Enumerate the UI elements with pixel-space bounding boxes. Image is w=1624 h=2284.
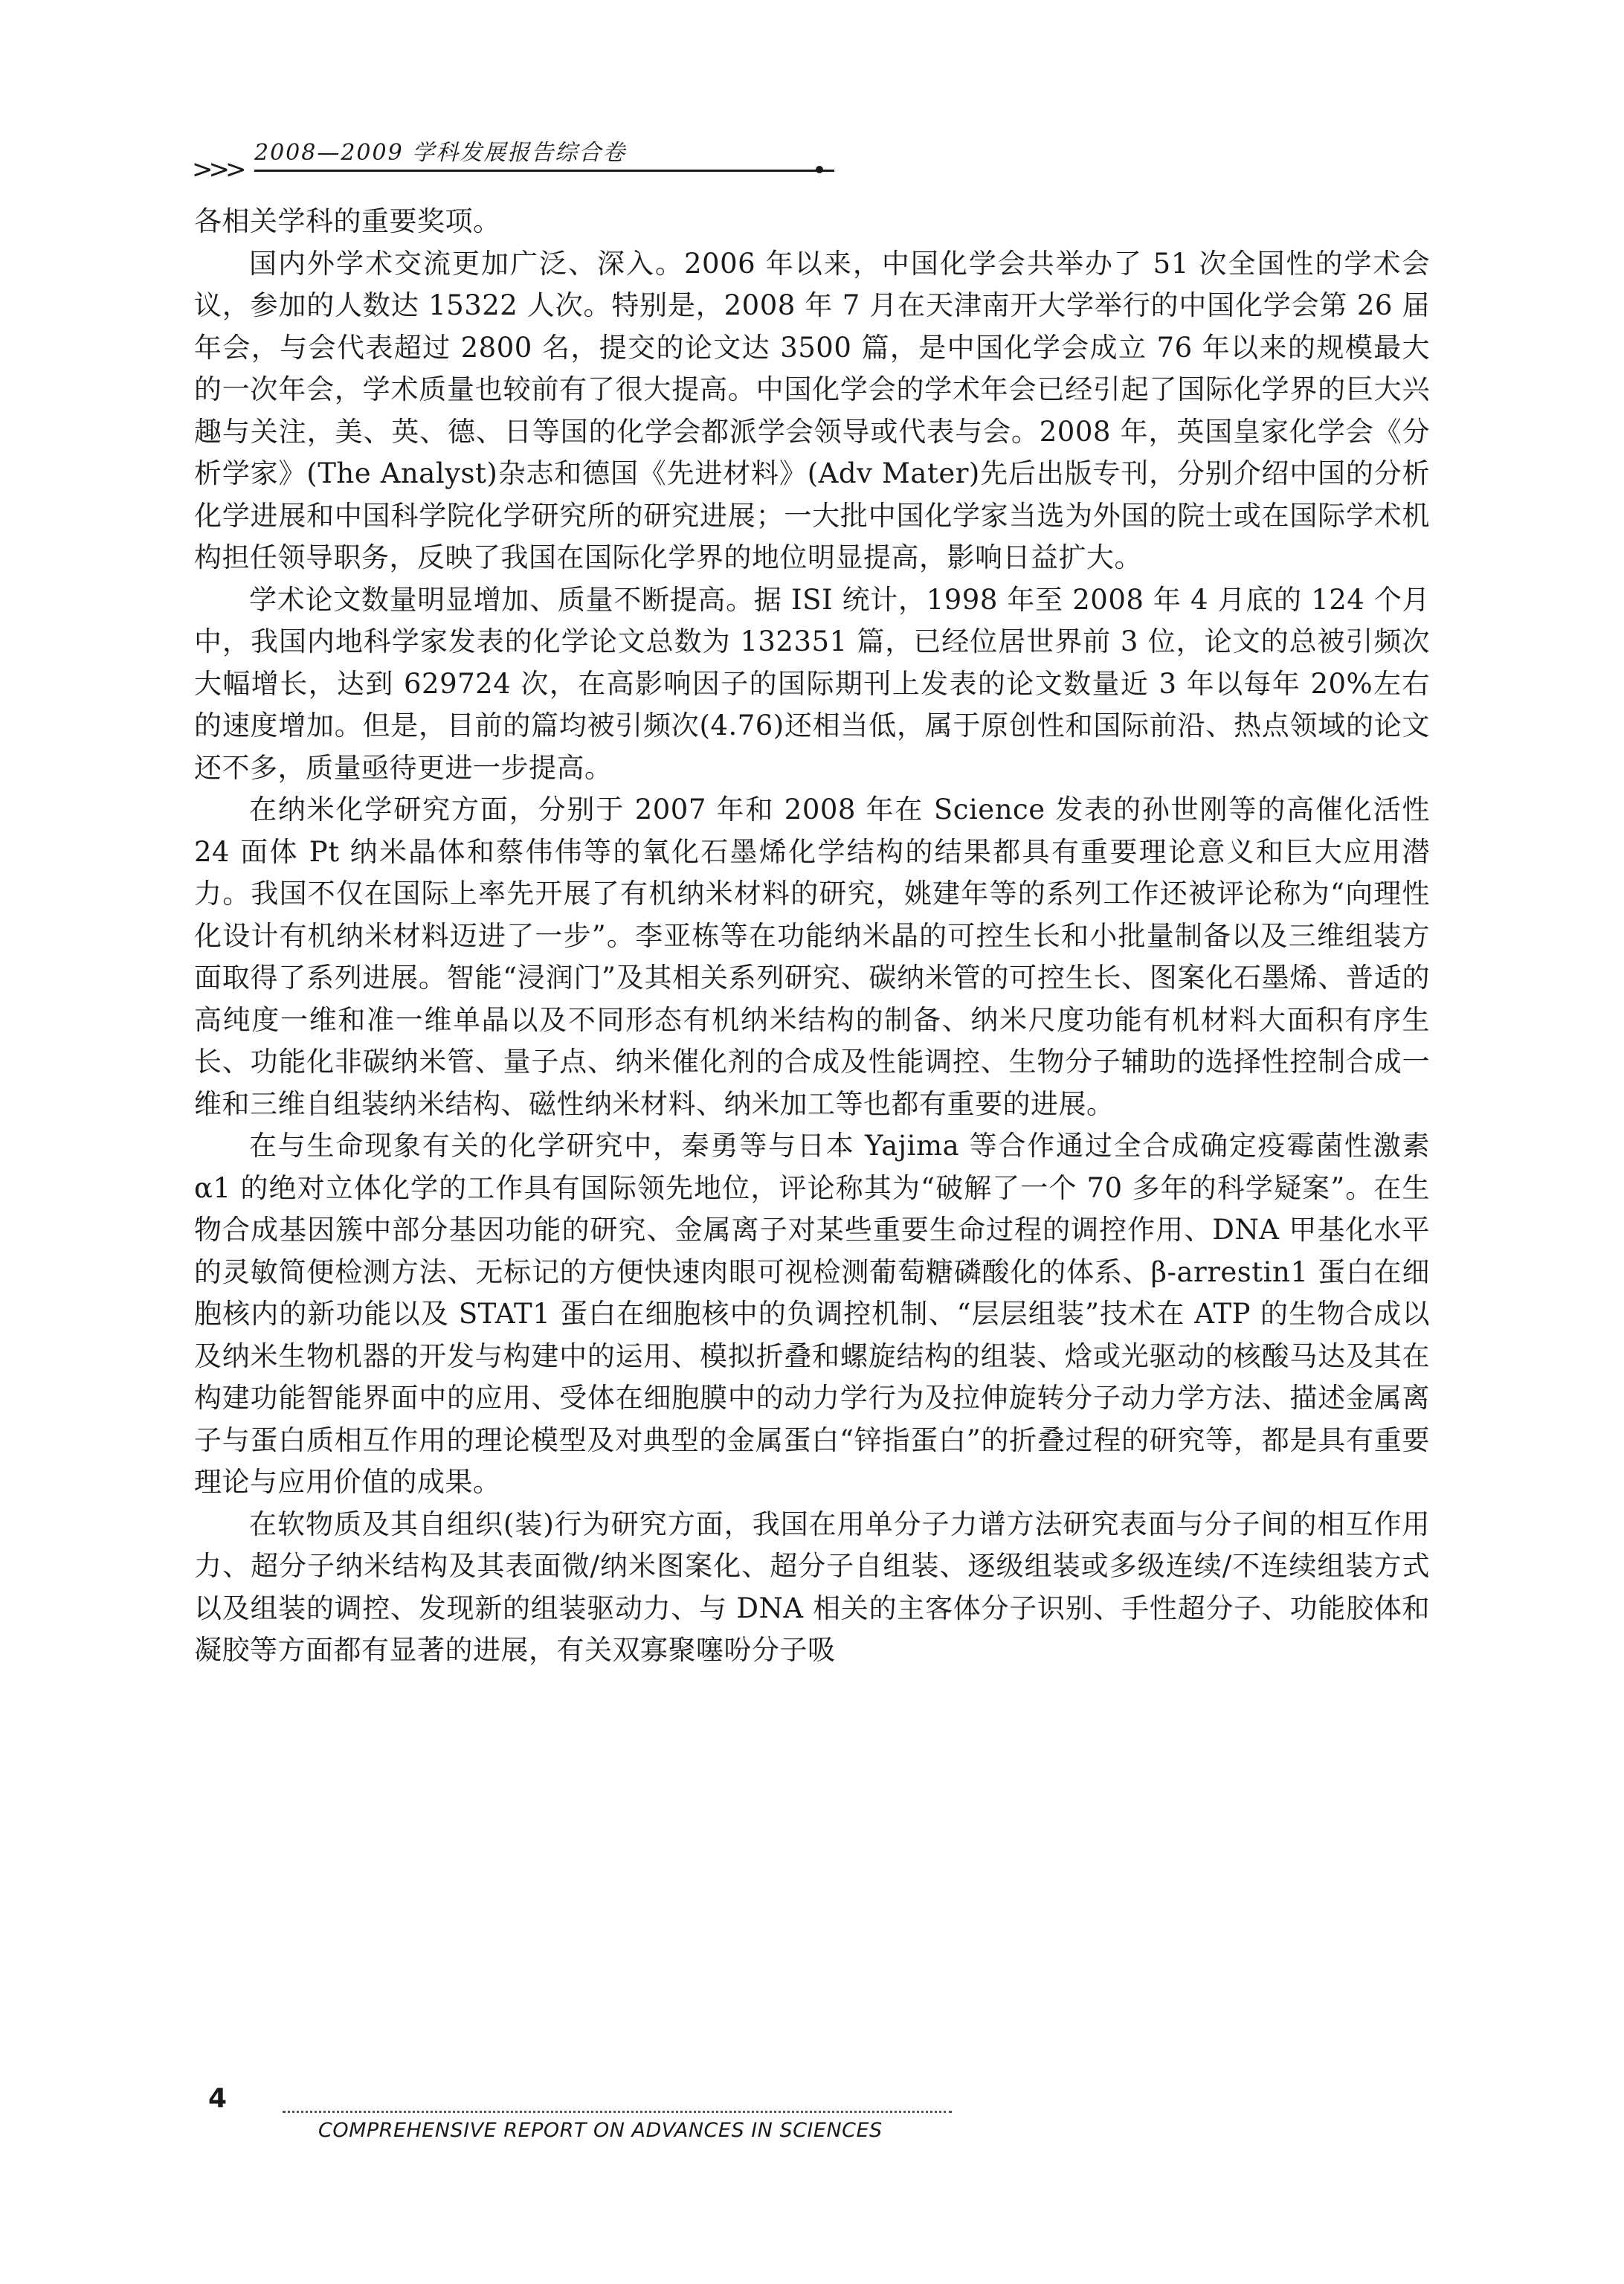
body-text <box>194 201 1430 1672</box>
paragraph-continuation: 各相关学科的重要奖项。 <box>194 205 501 237</box>
paragraph-life-chemistry: 在与生命现象有关的化学研究中，秦勇等与日本 Yajima 等合作通过全合成确定疫霉菌性激素 α1 的绝对立体化学的工作具有国际领先地位，评论称其为“破解了一个 70 多年的科学疑案”。在生物合成基因簇中部分基因功能的研究、金属离子对某些重要生命过程的调控作用、DNA 甲基化水平的灵敏简便检测方法、无标记的方便快速肉眼可视检测葡萄糖磷酸化的体系、β-arrestin1 蛋白在细胞核内的新功能以及 STAT1 蛋白在细胞核中的负调控机制、“层层组装”技术在 ATP 的生物合成以及纳米生物机器的开发与构建中的运用、模拟折叠和螺旋结构的组装、焓或光驱动的核酸马达及其在构建功能智能界面中的应用、受体在细胞膜中的动力学行为及拉伸旋转分子动力学方法、描述金属离子与蛋白质相互作用的理论模型及对典型的金属蛋白“锌指蛋白”的折叠过程的研究等，都是具有重要理论与应用价值的成果。 <box>194 1130 1430 1498</box>
page-footer <box>193 2082 959 2149</box>
running-header <box>192 140 839 184</box>
page-number-tab <box>193 2099 275 2115</box>
header-rule <box>254 170 834 172</box>
paragraph-nanochemistry: 在纳米化学研究方面，分别于 2007 年和 2008 年在 Science 发表的孙世刚等的高催化活性 24 面体 Pt 纳米晶体和蔡伟伟等的氧化石墨烯化学结构的结果都具有重要理论意义和巨大应用潜力。我国不仅在国际上率先开展了有机纳米材料的研究，姚建年等的系列工作还被评论称为“向理性化设计有机纳米材料迈进了一步”。李亚栋等在功能纳米晶的可控生长和小批量制备以及三维组装方面取得了系列进展。智能“浸润门”及其相关系列研究、碳纳米管的可控生长、图案化石墨烯、普适的高纯度一维和准一维单晶以及不同形态有机纳米结构的制备、纳米尺度功能有机材料大面积有序生长、功能化非碳纳米管、量子点、纳米催化剂的合成及性能调控、生物分子辅助的选择性控制合成一维和三维自组装纳米结构、磁性纳米材料、纳米加工等也都有重要的进展。 <box>194 794 1430 1120</box>
header-rule-end-dot <box>816 166 823 173</box>
book-title: 2008—2009 学科发展报告综合卷 <box>254 140 627 166</box>
page-number: 4 <box>208 2083 228 2114</box>
paragraph-paper-output: 学术论文数量明显增加、质量不断提高。据 ISI 统计，1998 年至 2008 年 4 月底的 124 个月中，我国内地科学家发表的化学论文总数为 132351 篇，已经位居世界前 3 位，论文的总被引频次大幅增长，达到 629724 次，在高影响因子的国际期刊上发表的论文数量近 3 年以每年 20%左右的速度增加。但是，目前的篇均被引频次(4.76)还相当低，属于原创性和国际前沿、热点领域的论文还不多，质量亟待更进一步提高。 <box>194 583 1430 784</box>
paragraph-soft-matter: 在软物质及其自组织(装)行为研究方面，我国在用单分子力谱方法研究表面与分子间的相互作用力、超分子纳米结构及其表面微/纳米图案化、超分子自组装、逐级组装或多级连续/不连续组装方式以及组装的调控、发现新的组装驱动力、与 DNA 相关的主客体分子识别、手性超分子、功能胶体和凝胶等方面都有显著的进展，有关双寡聚噻吩分子吸 <box>194 1508 1430 1666</box>
footer-publication-title: COMPREHENSIVE REPORT ON ADVANCES IN SCIENCES <box>318 2119 883 2142</box>
paragraph-academic-exchange: 国内外学术交流更加广泛、深入。2006 年以来，中国化学会共举办了 51 次全国性的学术会议，参加的人数达 15322 人次。特别是，2008 年 7 月在天津南开大学举行的中国化学会第 26 届年会，与会代表超过 2800 名，提交的论文达 3500 篇，是中国化学会成立 76 年以来的规模最大的一次年会，学术质量也较前有了很大提高。中国化学会的学术年会已经引起了国际化学界的巨大兴趣与关注，美、英、德、日等国的化学会都派学会领导或代表与会。2008 年，英国皇家化学会《分析学家》(The Analyst)杂志和德国《先进材料》(Adv Mater)先后出版专刊，分别介绍中国的分析化学进展和中国科学院化学研究所的研究进展；一大批中国化学家当选为外国的院士或在国际学术机构担任领导职务，反映了我国在国际化学界的地位明显提高，影响日益扩大。 <box>194 247 1430 573</box>
chevron-decoration-icon: >>> <box>192 155 242 184</box>
footer-dotted-rule <box>283 2111 952 2113</box>
